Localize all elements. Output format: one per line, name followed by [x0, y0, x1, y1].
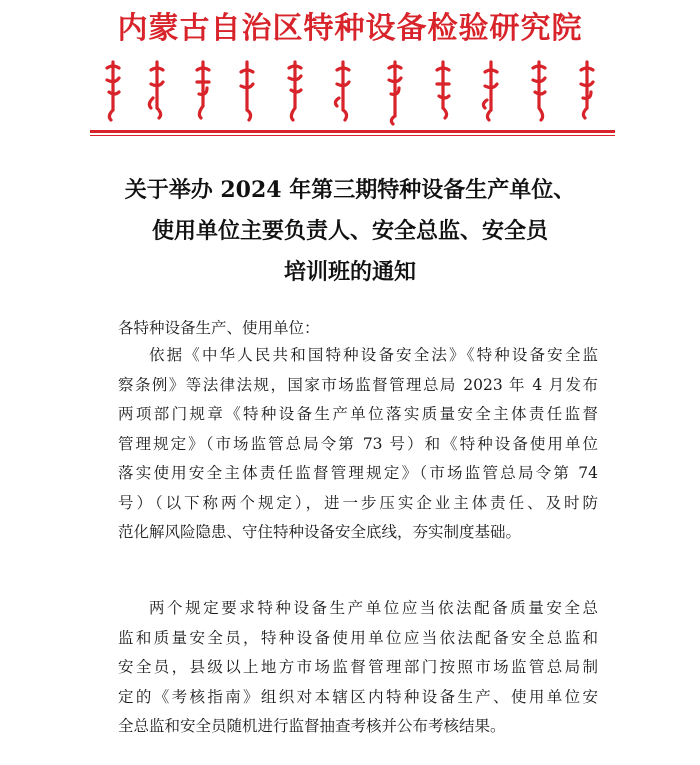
mongolian-script-emblem [95, 58, 615, 126]
paragraph-line: 两个规定要求特种设备生产单位应当依法配备质量安全总 [149, 599, 598, 617]
document-title [60, 170, 640, 293]
paragraph-line: 落实使用安全主体责任监督管理规定》（市场监管总局令第 74 [118, 464, 598, 482]
org-name: 内蒙古自治区特种设备检验研究院 [117, 11, 583, 46]
letterhead-divider-thick [90, 130, 615, 133]
title-line: 培训班的通知 [283, 259, 416, 285]
paragraph-line: 两项部门规章《特种设备生产单位落实质量安全主体责任监督 [118, 405, 598, 423]
paragraph-line: 监和质量安全员，特种设备使用单位应当依法配备安全总监和 [118, 628, 598, 647]
paragraph-1 [118, 341, 598, 548]
paragraph-line: 范化解风险隐患、守住特种设备安全底线，夯实制度基础。 [118, 523, 522, 541]
paragraph-line: 依据《中华人民共和国特种设备安全法》《特种设备安全监 [149, 346, 598, 364]
salutation: 各特种设备生产、使用单位： [118, 319, 320, 337]
title-line: 关于举办 2024 年第三期特种设备生产单位、 [124, 177, 576, 203]
paragraph-line: 察条例》等法律法规，国家市场监督管理总局 2023 年 4 月发布 [118, 375, 598, 394]
paragraph-2 [118, 594, 598, 742]
paragraph-line: 安全员，县级以上地方市场监督管理部门按照市场监管总局制 [118, 658, 598, 676]
paragraph-line: 号）（以下称两个规定），进一步压实企业主体责任、及时防 [118, 493, 598, 512]
title-line: 使用单位主要负责人、安全总监、安全员 [151, 218, 548, 244]
letterhead-divider-thin [90, 135, 615, 136]
paragraph-line: 定的《考核指南》组织对本辖区内特种设备生产、使用单位安 [118, 687, 598, 706]
paragraph-line: 全总监和安全员随机进行监督抽查考核并公布考核结果。 [118, 717, 506, 735]
paragraph-line: 管理规定》（市场监管总局令第 73 号）和《特种设备使用单位 [118, 434, 598, 453]
letterhead [0, 0, 700, 145]
